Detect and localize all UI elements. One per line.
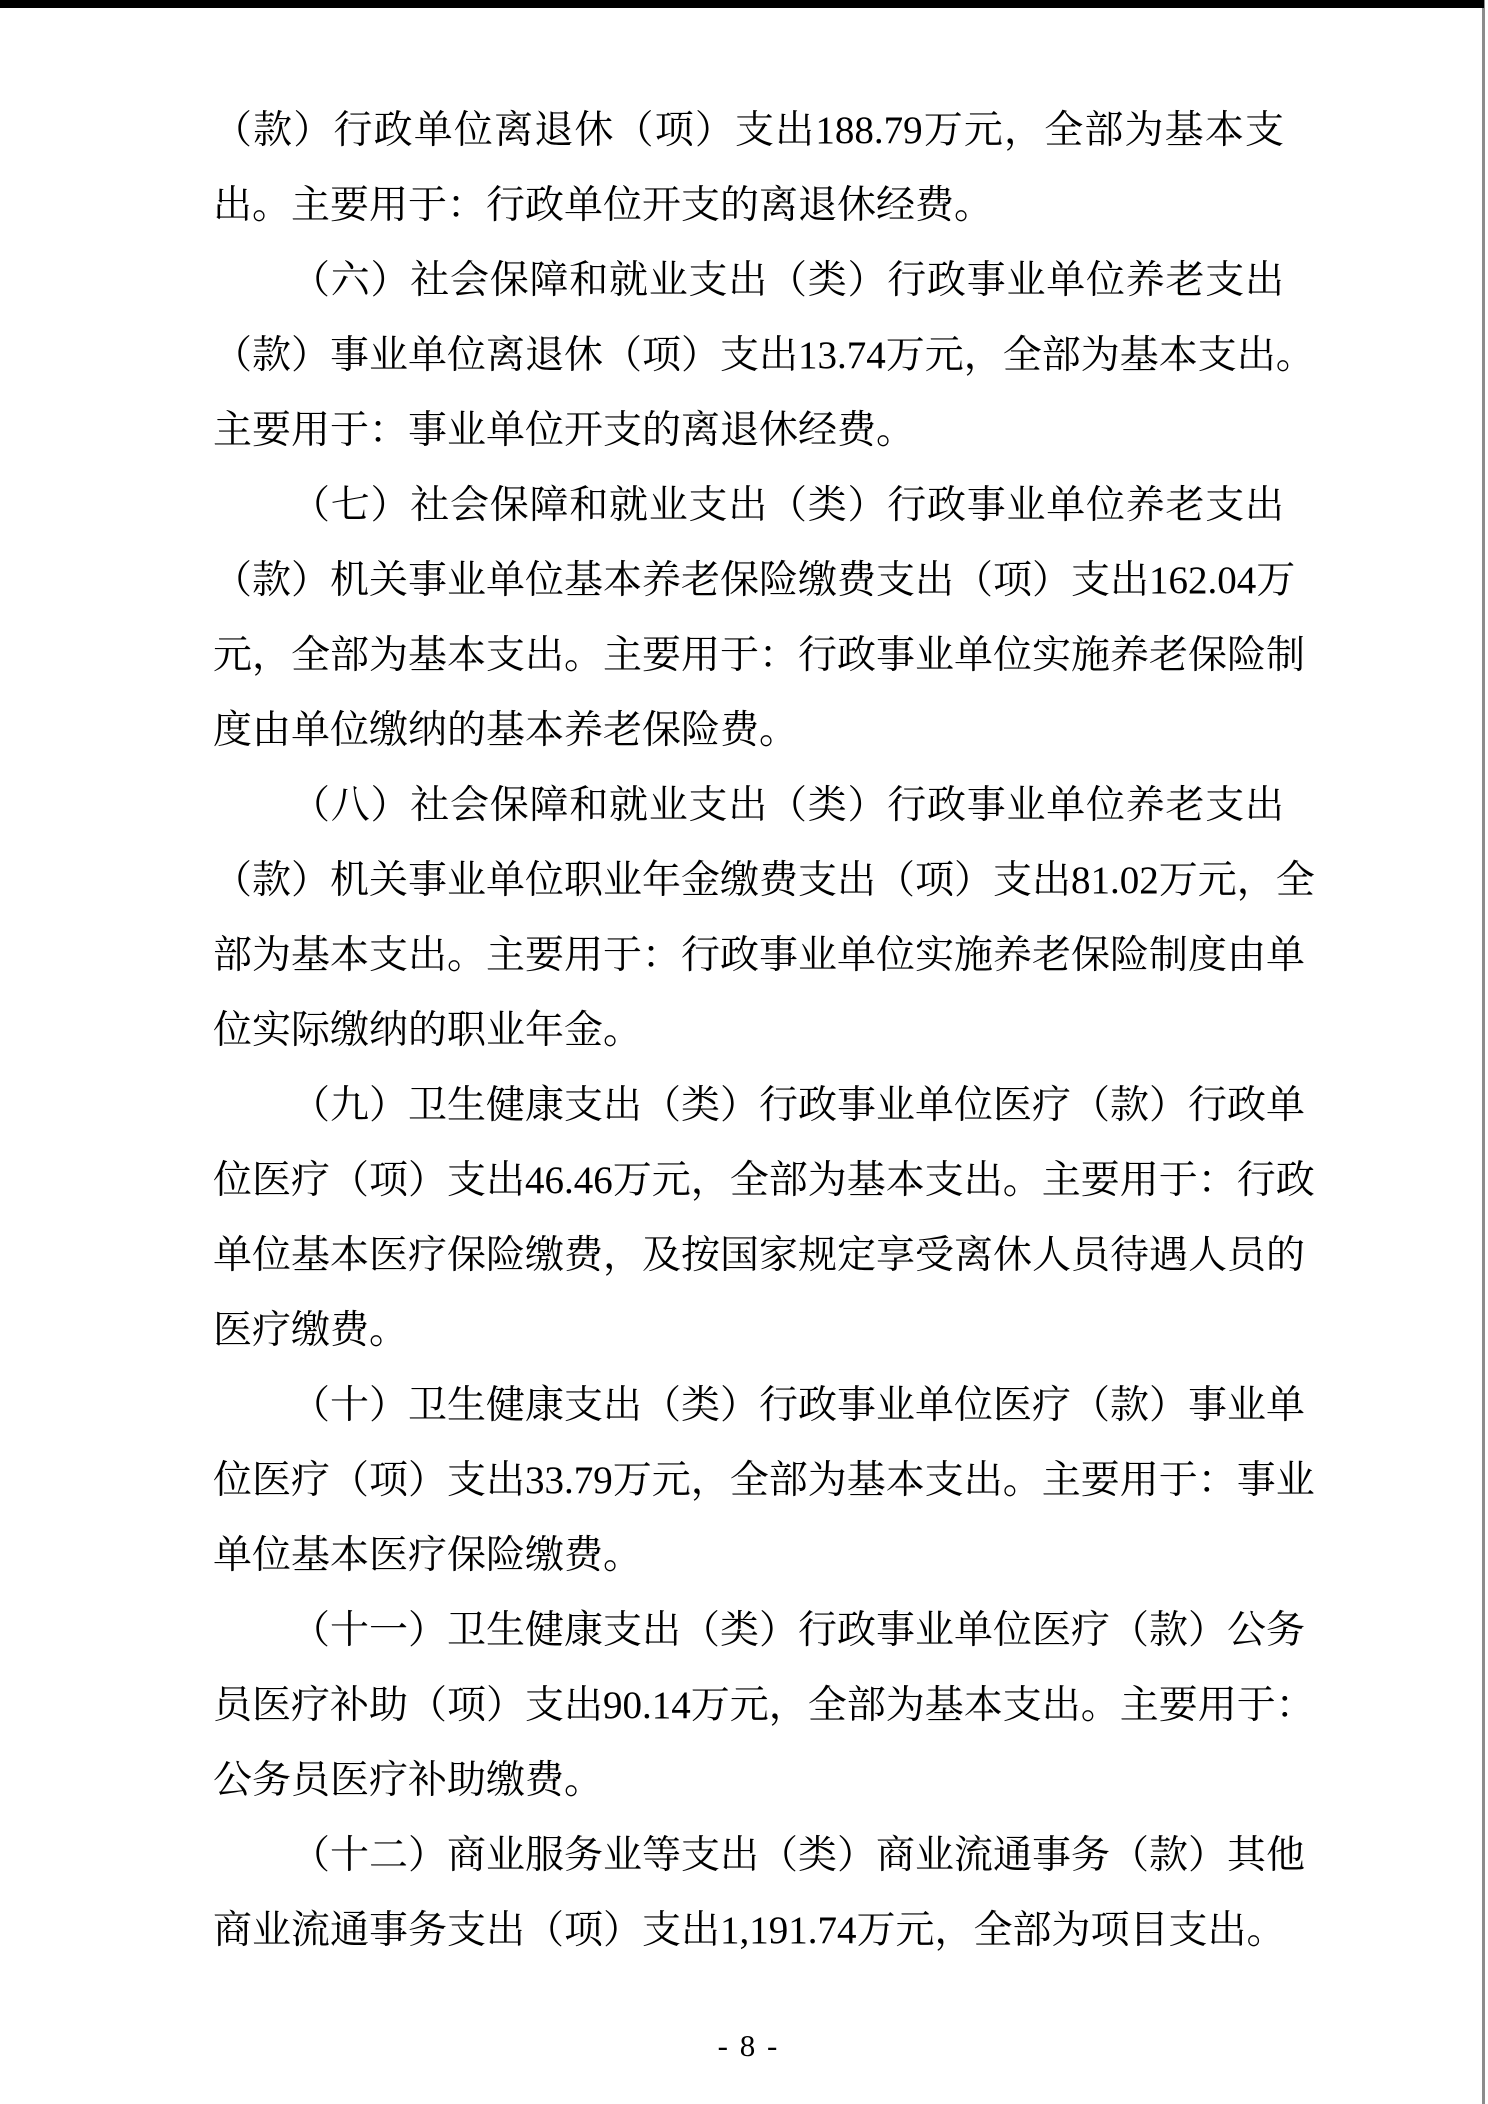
scan-right-edge-line	[1482, 0, 1485, 2104]
document-body	[213, 93, 1315, 1968]
text-line: （八）社会保障和就业支出（类）行政事业单位养老支出	[291, 784, 1284, 827]
text-line: 单位基本医疗保险缴费。	[213, 1534, 643, 1577]
page-footer	[213, 2022, 1284, 2070]
text-line: 位实际缴纳的职业年金。	[213, 1009, 643, 1052]
text-line: （七）社会保障和就业支出（类）行政事业单位养老支出	[291, 484, 1284, 527]
text-line: （十一）卫生健康支出（类）行政事业单位医疗（款）公务	[291, 1609, 1306, 1652]
text-line: 部为基本支出。主要用于：行政事业单位实施养老保险制度由单	[213, 934, 1306, 977]
text-line: 商业流通事务支出（项）支出1,191.74万元，全部为项目支出。	[213, 1909, 1286, 1952]
text-line: 度由单位缴纳的基本养老保险费。	[213, 709, 799, 752]
text-line: （十二）商业服务业等支出（类）商业流通事务（款）其他	[291, 1834, 1306, 1877]
text-line: 医疗缴费。	[213, 1309, 409, 1352]
text-line: （款）事业单位离退休（项）支出13.74万元，全部为基本支出。	[213, 334, 1315, 377]
text-line: 员医疗补助（项）支出90.14万元，全部为基本支出。主要用于：	[213, 1684, 1315, 1727]
text-line: （六）社会保障和就业支出（类）行政事业单位养老支出	[291, 259, 1284, 302]
text-line: （款）行政单位离退休（项）支出188.79万元，全部为基本支	[213, 109, 1284, 152]
text-line: （十）卫生健康支出（类）行政事业单位医疗（款）事业单	[291, 1384, 1306, 1427]
scan-top-edge-bar	[0, 0, 1484, 8]
text-line: （九）卫生健康支出（类）行政事业单位医疗（款）行政单	[291, 1084, 1306, 1127]
text-line: （款）机关事业单位基本养老保险缴费支出（项）支出162.04万	[213, 559, 1296, 602]
text-line: （款）机关事业单位职业年金缴费支出（项）支出81.02万元，全	[213, 859, 1315, 902]
text-line: 出。主要用于：行政单位开支的离退休经费。	[213, 184, 994, 227]
text-line: 位医疗（项）支出33.79万元，全部为基本支出。主要用于：事业	[213, 1459, 1315, 1502]
text-line: 单位基本医疗保险缴费，及按国家规定享受离休人员待遇人员的	[213, 1234, 1306, 1277]
text-line: 公务员医疗补助缴费。	[213, 1759, 604, 1802]
page-number: - 8 -	[717, 2028, 780, 2063]
text-line: 元，全部为基本支出。主要用于：行政事业单位实施养老保险制	[213, 634, 1306, 677]
text-line: 主要用于：事业单位开支的离退休经费。	[213, 409, 916, 452]
text-line: 位医疗（项）支出46.46万元，全部为基本支出。主要用于：行政	[213, 1159, 1315, 1202]
